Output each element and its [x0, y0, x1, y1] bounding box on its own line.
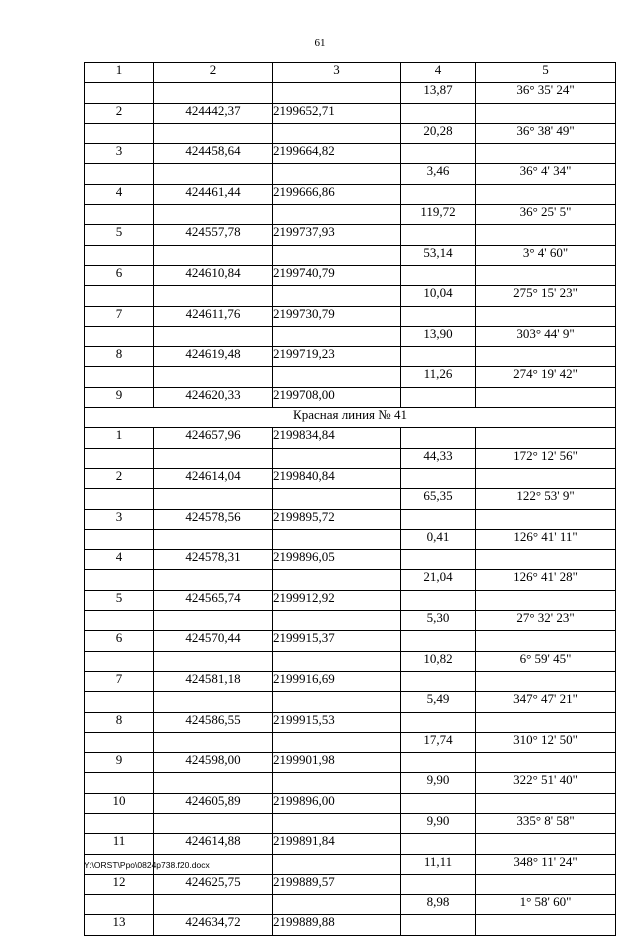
point-number: 13 — [85, 915, 154, 935]
point-number: 4 — [85, 184, 154, 204]
distance-cell — [401, 184, 476, 204]
point-number: 7 — [85, 671, 154, 691]
x-coordinate — [154, 651, 273, 671]
distance-cell — [401, 834, 476, 854]
y-coordinate: 2199915,37 — [273, 631, 401, 651]
distance-cell: 5,30 — [401, 611, 476, 631]
x-coordinate: 424605,89 — [154, 793, 273, 813]
x-coordinate: 424442,37 — [154, 103, 273, 123]
distance-cell — [401, 712, 476, 732]
distance-cell — [401, 428, 476, 448]
angle-cell — [476, 387, 616, 407]
y-coordinate — [273, 692, 401, 712]
point-row — [85, 834, 616, 854]
point-row — [85, 428, 616, 448]
x-coordinate: 424578,31 — [154, 550, 273, 570]
angle-cell: 36° 35' 24" — [476, 83, 616, 103]
x-coordinate — [154, 489, 273, 509]
x-coordinate — [154, 83, 273, 103]
point-number: 10 — [85, 793, 154, 813]
y-coordinate: 2199664,82 — [273, 144, 401, 164]
x-coordinate — [154, 123, 273, 143]
angle-cell — [476, 265, 616, 285]
distance-cell: 5,49 — [401, 692, 476, 712]
point-number: 9 — [85, 753, 154, 773]
angle-cell — [476, 550, 616, 570]
angle-cell: 6° 59' 45" — [476, 651, 616, 671]
coordinates-table-body — [85, 63, 616, 936]
distance-cell: 3,46 — [401, 164, 476, 184]
header-cell: 3 — [273, 63, 401, 83]
angle-cell — [476, 712, 616, 732]
point-number: 8 — [85, 347, 154, 367]
point-number — [85, 611, 154, 631]
segment-row — [85, 692, 616, 712]
y-coordinate: 2199891,84 — [273, 834, 401, 854]
x-coordinate: 424634,72 — [154, 915, 273, 935]
x-coordinate — [154, 164, 273, 184]
point-row — [85, 671, 616, 691]
distance-cell: 53,14 — [401, 245, 476, 265]
distance-cell — [401, 550, 476, 570]
x-coordinate: 424619,48 — [154, 347, 273, 367]
y-coordinate: 2199666,86 — [273, 184, 401, 204]
angle-cell — [476, 590, 616, 610]
y-coordinate — [273, 286, 401, 306]
point-row — [85, 509, 616, 529]
point-row — [85, 265, 616, 285]
y-coordinate — [273, 83, 401, 103]
y-coordinate: 2199834,84 — [273, 428, 401, 448]
x-coordinate: 424458,64 — [154, 144, 273, 164]
angle-cell: 36° 4' 34" — [476, 164, 616, 184]
section-title: Красная линия № 41 — [85, 408, 616, 428]
x-coordinate: 424461,44 — [154, 184, 273, 204]
y-coordinate: 2199730,79 — [273, 306, 401, 326]
point-number: 12 — [85, 874, 154, 894]
segment-row — [85, 529, 616, 549]
distance-cell: 8,98 — [401, 895, 476, 915]
segment-row — [85, 489, 616, 509]
x-coordinate — [154, 286, 273, 306]
point-row — [85, 550, 616, 570]
distance-cell — [401, 225, 476, 245]
angle-cell — [476, 874, 616, 894]
distance-cell: 119,72 — [401, 205, 476, 225]
angle-cell — [476, 468, 616, 488]
distance-cell: 21,04 — [401, 570, 476, 590]
point-number: 3 — [85, 144, 154, 164]
angle-cell: 348° 11' 24" — [476, 854, 616, 874]
point-number: 1 — [85, 428, 154, 448]
distance-cell: 17,74 — [401, 732, 476, 752]
y-coordinate: 2199912,92 — [273, 590, 401, 610]
point-number: 2 — [85, 103, 154, 123]
point-number — [85, 448, 154, 468]
point-number — [85, 245, 154, 265]
angle-cell: 347° 47' 21" — [476, 692, 616, 712]
x-coordinate — [154, 813, 273, 833]
angle-cell: 126° 41' 28" — [476, 570, 616, 590]
distance-cell: 13,90 — [401, 326, 476, 346]
angle-cell: 3° 4' 60" — [476, 245, 616, 265]
segment-row — [85, 611, 616, 631]
y-coordinate — [273, 123, 401, 143]
x-coordinate — [154, 773, 273, 793]
y-coordinate: 2199737,93 — [273, 225, 401, 245]
segment-row — [85, 367, 616, 387]
angle-cell: 36° 25' 5" — [476, 205, 616, 225]
point-row — [85, 468, 616, 488]
distance-cell: 65,35 — [401, 489, 476, 509]
y-coordinate — [273, 732, 401, 752]
point-number — [85, 164, 154, 184]
angle-cell — [476, 915, 616, 935]
angle-cell — [476, 225, 616, 245]
angle-cell — [476, 347, 616, 367]
point-number — [85, 123, 154, 143]
point-number — [85, 651, 154, 671]
angle-cell: 303° 44' 9" — [476, 326, 616, 346]
point-number: 6 — [85, 631, 154, 651]
point-row — [85, 915, 616, 935]
point-row — [85, 103, 616, 123]
x-coordinate: 424581,18 — [154, 671, 273, 691]
distance-cell — [401, 306, 476, 326]
point-number — [85, 529, 154, 549]
y-coordinate — [273, 529, 401, 549]
angle-cell — [476, 671, 616, 691]
section-row — [85, 408, 616, 428]
point-number — [85, 773, 154, 793]
distance-cell — [401, 468, 476, 488]
x-coordinate: 424614,04 — [154, 468, 273, 488]
point-number — [85, 813, 154, 833]
y-coordinate: 2199719,23 — [273, 347, 401, 367]
x-coordinate: 424586,55 — [154, 712, 273, 732]
x-coordinate: 424610,84 — [154, 265, 273, 285]
point-number — [85, 326, 154, 346]
segment-row — [85, 326, 616, 346]
angle-cell — [476, 428, 616, 448]
point-row — [85, 631, 616, 651]
angle-cell: 172° 12' 56" — [476, 448, 616, 468]
page-number: 61 — [314, 37, 326, 49]
x-coordinate: 424657,96 — [154, 428, 273, 448]
angle-cell: 122° 53' 9" — [476, 489, 616, 509]
angle-cell: 335° 8' 58" — [476, 813, 616, 833]
angle-cell: 274° 19' 42" — [476, 367, 616, 387]
angle-cell — [476, 144, 616, 164]
point-row — [85, 712, 616, 732]
x-coordinate — [154, 732, 273, 752]
segment-row — [85, 205, 616, 225]
y-coordinate: 2199889,57 — [273, 874, 401, 894]
y-coordinate: 2199895,72 — [273, 509, 401, 529]
x-coordinate — [154, 448, 273, 468]
distance-cell: 13,87 — [401, 83, 476, 103]
distance-cell: 11,26 — [401, 367, 476, 387]
distance-cell: 9,90 — [401, 773, 476, 793]
y-coordinate — [273, 651, 401, 671]
y-coordinate — [273, 326, 401, 346]
header-cell: 5 — [476, 63, 616, 83]
y-coordinate — [273, 773, 401, 793]
y-coordinate — [273, 854, 401, 874]
segment-row — [85, 732, 616, 752]
segment-row — [85, 773, 616, 793]
point-number — [85, 83, 154, 103]
file-path-footer: Y:\ORST\Ppo\0824p738.f20.docx — [84, 860, 210, 870]
y-coordinate — [273, 448, 401, 468]
y-coordinate: 2199652,71 — [273, 103, 401, 123]
point-number: 9 — [85, 387, 154, 407]
point-number: 5 — [85, 590, 154, 610]
y-coordinate — [273, 611, 401, 631]
segment-row — [85, 570, 616, 590]
y-coordinate: 2199915,53 — [273, 712, 401, 732]
y-coordinate — [273, 164, 401, 184]
angle-cell: 310° 12' 50" — [476, 732, 616, 752]
x-coordinate: 424598,00 — [154, 753, 273, 773]
header-cell: 1 — [85, 63, 154, 83]
angle-cell — [476, 834, 616, 854]
table-header-row — [85, 63, 616, 83]
angle-cell: 1° 58' 60" — [476, 895, 616, 915]
point-number — [85, 205, 154, 225]
y-coordinate — [273, 570, 401, 590]
y-coordinate: 2199916,69 — [273, 671, 401, 691]
segment-row — [85, 245, 616, 265]
segment-row — [85, 651, 616, 671]
distance-cell — [401, 793, 476, 813]
distance-cell: 9,90 — [401, 813, 476, 833]
coordinates-table — [84, 62, 616, 936]
distance-cell — [401, 753, 476, 773]
y-coordinate: 2199889,88 — [273, 915, 401, 935]
point-number — [85, 570, 154, 590]
angle-cell: 322° 51' 40" — [476, 773, 616, 793]
point-row — [85, 793, 616, 813]
distance-cell — [401, 874, 476, 894]
angle-cell — [476, 509, 616, 529]
angle-cell — [476, 793, 616, 813]
distance-cell — [401, 387, 476, 407]
point-number — [85, 367, 154, 387]
y-coordinate: 2199896,05 — [273, 550, 401, 570]
angle-cell — [476, 184, 616, 204]
point-number: 6 — [85, 265, 154, 285]
x-coordinate: 424578,56 — [154, 509, 273, 529]
x-coordinate — [154, 692, 273, 712]
segment-row — [85, 448, 616, 468]
distance-cell: 10,82 — [401, 651, 476, 671]
y-coordinate — [273, 367, 401, 387]
distance-cell — [401, 347, 476, 367]
y-coordinate: 2199740,79 — [273, 265, 401, 285]
x-coordinate: 424570,44 — [154, 631, 273, 651]
segment-row — [85, 164, 616, 184]
distance-cell: 11,11 — [401, 854, 476, 874]
distance-cell: 20,28 — [401, 123, 476, 143]
y-coordinate — [273, 489, 401, 509]
angle-cell: 275° 15' 23" — [476, 286, 616, 306]
y-coordinate: 2199840,84 — [273, 468, 401, 488]
x-coordinate — [154, 570, 273, 590]
x-coordinate: 424614,88 — [154, 834, 273, 854]
point-row — [85, 184, 616, 204]
segment-row — [85, 286, 616, 306]
point-row — [85, 225, 616, 245]
segment-row — [85, 123, 616, 143]
distance-cell — [401, 915, 476, 935]
y-coordinate: 2199708,00 — [273, 387, 401, 407]
y-coordinate: 2199896,00 — [273, 793, 401, 813]
x-coordinate: 424565,74 — [154, 590, 273, 610]
segment-row — [85, 813, 616, 833]
distance-cell — [401, 509, 476, 529]
distance-cell — [401, 265, 476, 285]
angle-cell — [476, 103, 616, 123]
point-number: 8 — [85, 712, 154, 732]
point-number — [85, 489, 154, 509]
point-row — [85, 306, 616, 326]
x-coordinate — [154, 367, 273, 387]
distance-cell — [401, 590, 476, 610]
point-row — [85, 387, 616, 407]
point-number: 2 — [85, 468, 154, 488]
header-cell: 2 — [154, 63, 273, 83]
point-number — [85, 692, 154, 712]
point-row — [85, 347, 616, 367]
point-number: 7 — [85, 306, 154, 326]
x-coordinate — [154, 611, 273, 631]
x-coordinate — [154, 529, 273, 549]
point-row — [85, 590, 616, 610]
point-number: 5 — [85, 225, 154, 245]
x-coordinate: 424611,76 — [154, 306, 273, 326]
distance-cell — [401, 144, 476, 164]
point-number: 11 — [85, 834, 154, 854]
y-coordinate — [273, 813, 401, 833]
point-number: 4 — [85, 550, 154, 570]
point-row — [85, 144, 616, 164]
angle-cell — [476, 631, 616, 651]
segment-row — [85, 83, 616, 103]
angle-cell — [476, 306, 616, 326]
x-coordinate — [154, 205, 273, 225]
point-row — [85, 874, 616, 894]
angle-cell — [476, 753, 616, 773]
y-coordinate — [273, 205, 401, 225]
x-coordinate: 424557,78 — [154, 225, 273, 245]
y-coordinate — [273, 245, 401, 265]
point-number — [85, 286, 154, 306]
distance-cell — [401, 631, 476, 651]
distance-cell — [401, 671, 476, 691]
x-coordinate — [154, 326, 273, 346]
distance-cell: 44,33 — [401, 448, 476, 468]
header-cell: 4 — [401, 63, 476, 83]
point-number: 3 — [85, 509, 154, 529]
point-row — [85, 753, 616, 773]
distance-cell — [401, 103, 476, 123]
angle-cell: 36° 38' 49" — [476, 123, 616, 143]
distance-cell: 10,04 — [401, 286, 476, 306]
angle-cell: 27° 32' 23" — [476, 611, 616, 631]
angle-cell: 126° 41' 11" — [476, 529, 616, 549]
point-number — [85, 732, 154, 752]
x-coordinate: 424620,33 — [154, 387, 273, 407]
distance-cell: 0,41 — [401, 529, 476, 549]
y-coordinate: 2199901,98 — [273, 753, 401, 773]
x-coordinate — [154, 245, 273, 265]
x-coordinate: 424625,75 — [154, 874, 273, 894]
